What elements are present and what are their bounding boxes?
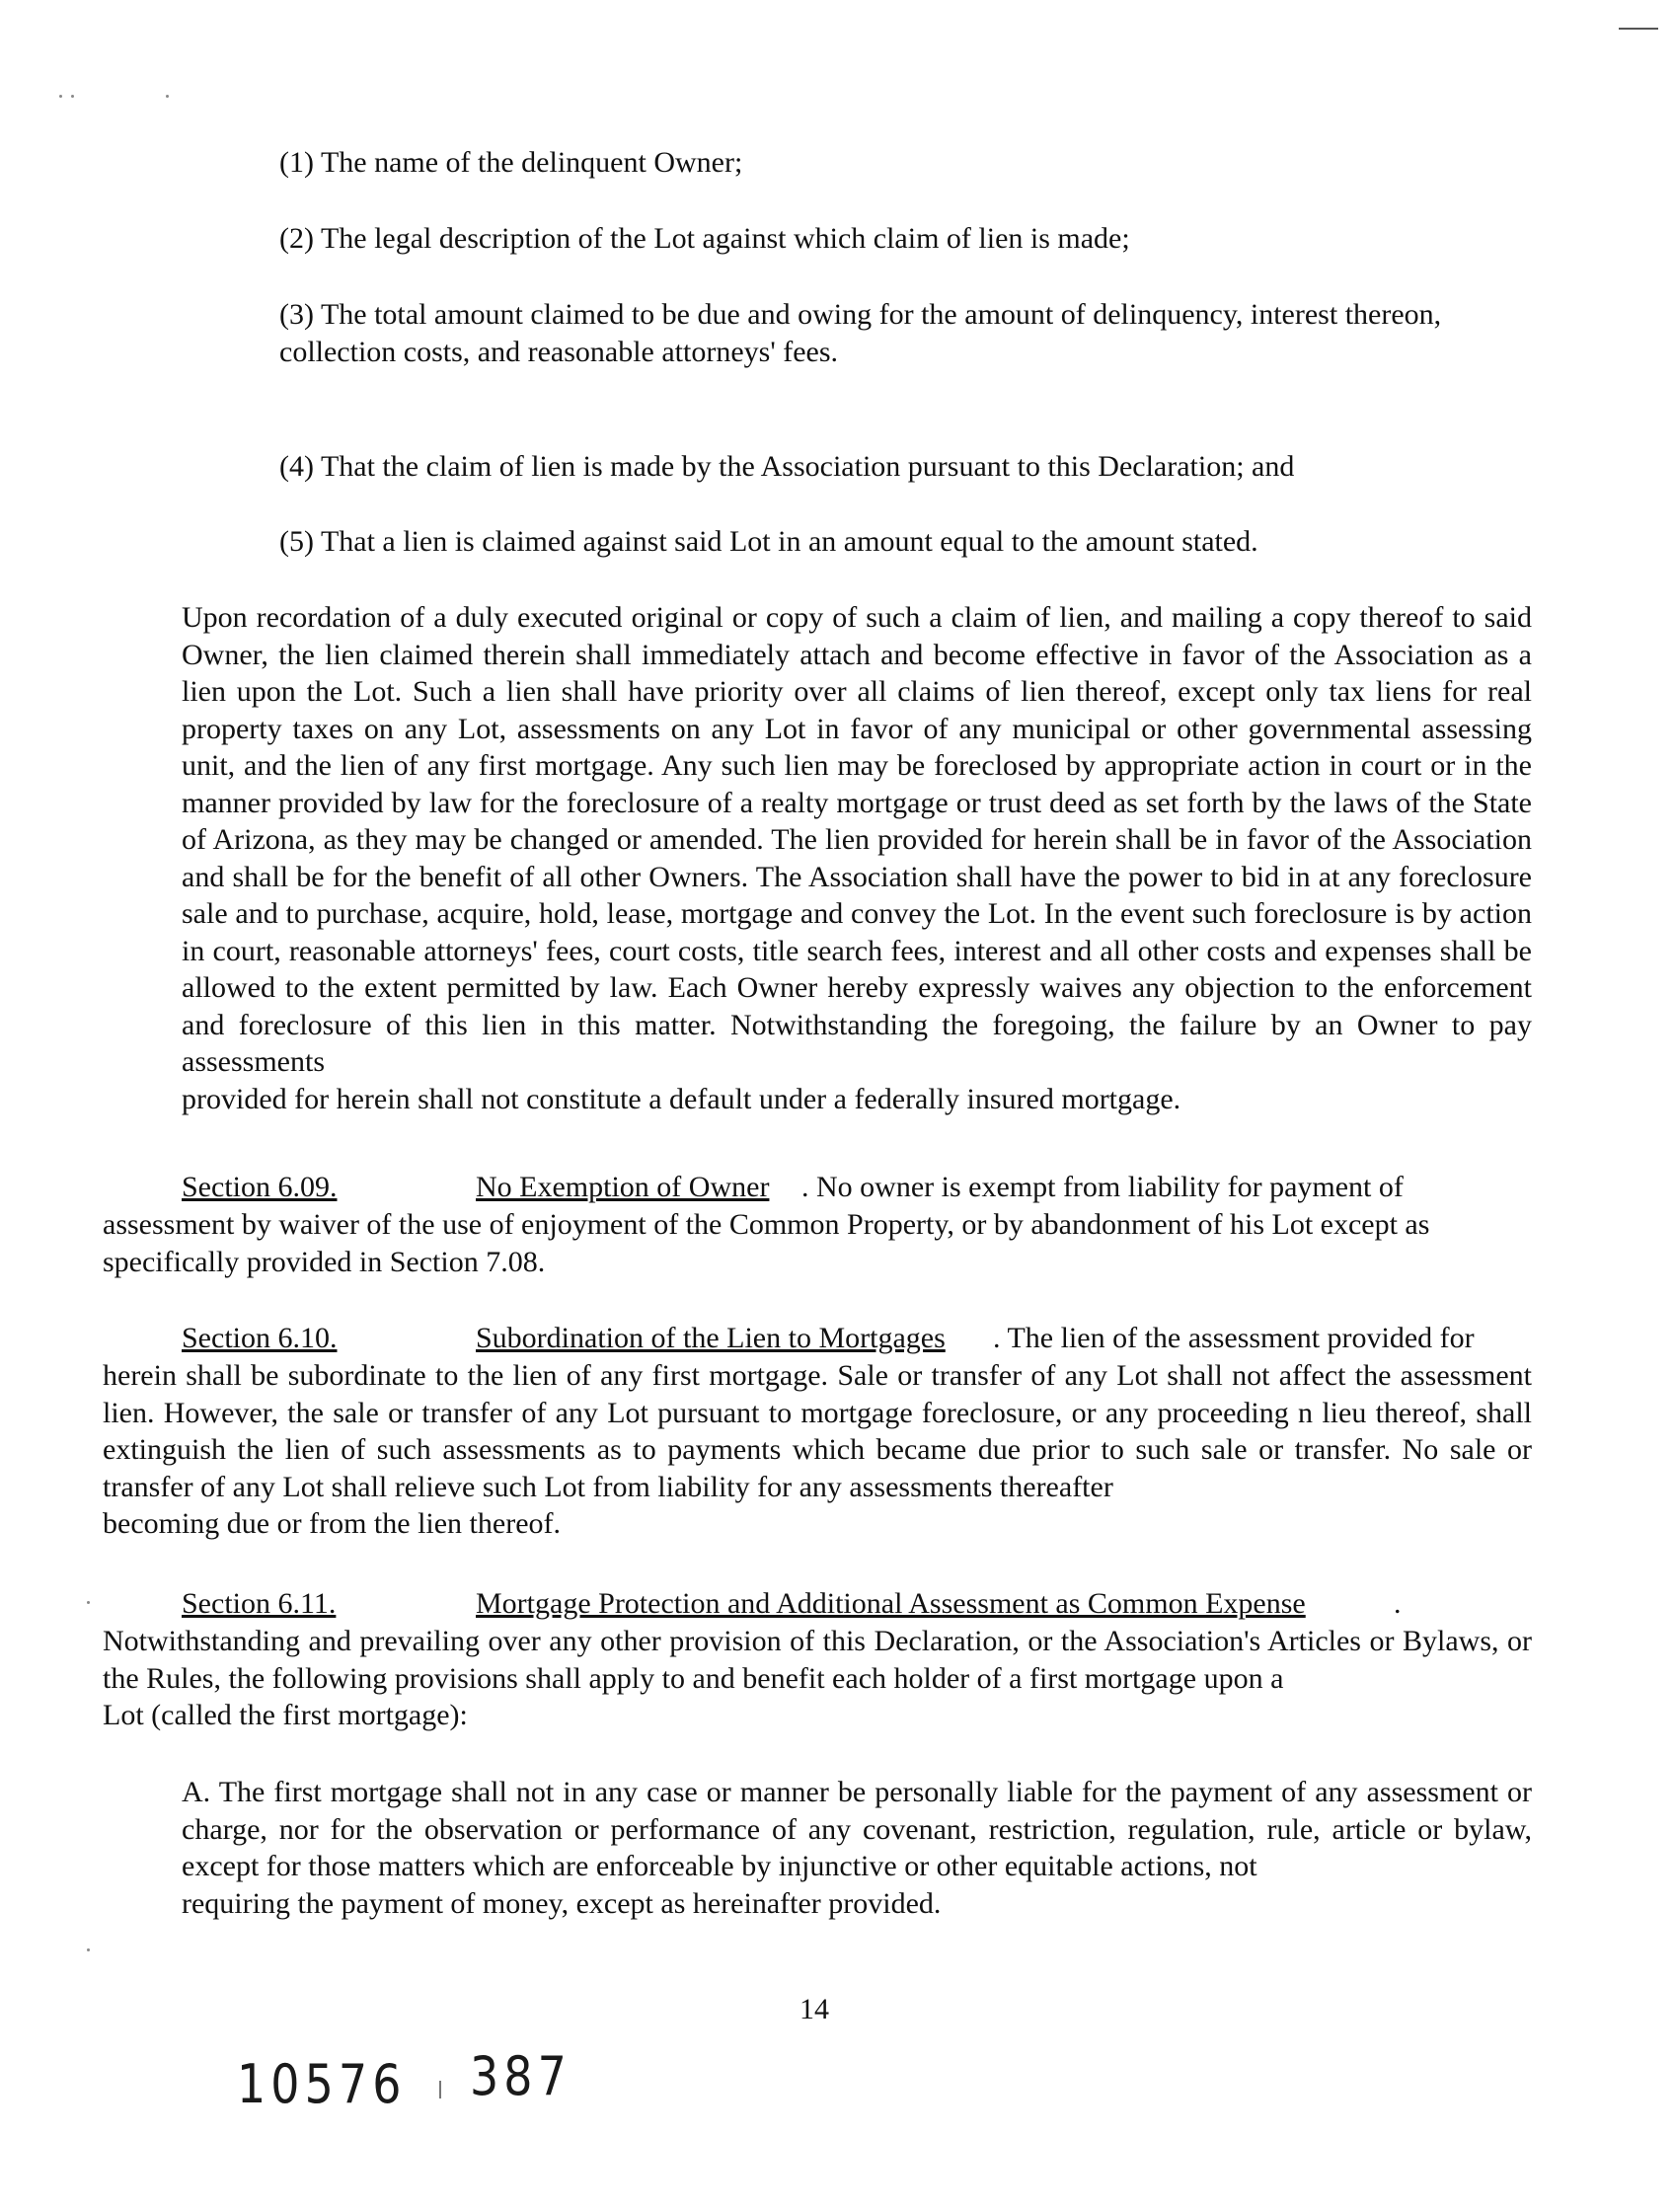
section-6-10-heading xyxy=(182,1320,1544,1357)
section-6-09-heading xyxy=(182,1169,1544,1206)
page-number: 14 xyxy=(799,1993,829,2025)
section-number: Section 6.11. xyxy=(182,1587,337,1620)
scan-speck xyxy=(71,95,74,98)
scan-speck xyxy=(59,95,62,98)
section-lead-text: . No owner is exempt from liability for payment of xyxy=(801,1171,1404,1203)
section-title: Subordination of the Lien to Mortgages xyxy=(476,1322,946,1354)
stamp-separator-mark xyxy=(439,2081,441,2098)
list-item-3: (3) The total amount claimed to be due and owing for the amount of delinquency, interest thereon, collection costs, and reasonable attorneys' fees. xyxy=(279,298,1442,368)
section-body-last-line: becoming due or from the lien thereof. xyxy=(103,1507,562,1540)
subsection-a-last-line: requiring the payment of money, except as hereinafter provided. xyxy=(182,1886,942,1920)
section-body-last-line: specifically provided in Section 7.08. xyxy=(103,1245,546,1278)
recordation-paragraph xyxy=(182,599,1532,1117)
section-number: Section 6.10. xyxy=(182,1322,338,1354)
subsection-a xyxy=(182,1774,1532,1922)
list-item-4: (4) That the claim of lien is made by the Association pursuant to this Declaration; and xyxy=(279,450,1295,483)
section-lead-text: . The lien of the assessment provided for xyxy=(993,1322,1475,1354)
scan-speck xyxy=(87,1601,90,1604)
section-6-11-heading xyxy=(182,1585,1544,1623)
section-lead-text: . xyxy=(1394,1587,1402,1620)
recording-page-stamp: 387 xyxy=(470,2045,571,2107)
section-6-09-body xyxy=(103,1206,1532,1280)
section-title: Mortgage Protection and Additional Assessment as Common Expense xyxy=(476,1587,1306,1620)
section-title: No Exemption of Owner xyxy=(476,1171,770,1203)
section-body-last-line: Lot (called the first mortgage): xyxy=(103,1699,468,1731)
scan-mark xyxy=(1619,28,1658,30)
section-6-11-body xyxy=(103,1623,1532,1734)
list-item-5: (5) That a lien is claimed against said Lot in an amount equal to the amount stated. xyxy=(279,525,1258,558)
section-body: herein shall be subordinate to the lien of any first mortgage. Sale or transfer of any Lot shall not affect the assessment lien. However, the sale or transfer of any Lot pursuant to mortgage foreclosure, or any proceeding n lieu thereof, shall extinguish the lien of such assessments as to payments which became due prior to such sale or transfer. No sale or transfer of any Lot shall relieve such Lot from liability for any assessments thereafter xyxy=(103,1359,1532,1503)
scan-speck xyxy=(166,95,169,98)
section-body: assessment by waiver of the use of enjoyment of the Common Property, or by abandonment of his Lot except as xyxy=(103,1208,1430,1241)
section-6-10-body xyxy=(103,1357,1532,1543)
recordation-paragraph-body: Upon recordation of a duly executed original or copy of such a claim of lien, and mailing a copy thereof to said Owner, the lien claimed therein shall immediately attach and become effective in favor of the Association as a lien upon the Lot. Such a lien shall have priority over all claims of lien thereof, except only tax liens for real property taxes on any Lot, assessments on any Lot in favor of any municipal or other governmental assessing unit, and the lien of any first mortgage. Any such lien may be foreclosed by appropriate action in court or in the manner provided by law for the foreclosure of a realty mortgage or trust deed as set forth by the laws of the State of Arizona, as they may be changed or amended. The lien provided for herein shall be in favor of the Association and shall be for the benefit of all other Owners. The Association shall have the power to bid in at any foreclosure sale and to purchase, acquire, hold, lease, mortgage and convey the Lot. In the event such foreclosure is by action in court, reasonable attorneys' fees, court costs, title search fees, interest and all other costs and expenses shall be allowed to the extent permitted by law. Each Owner hereby expressly waives any objection to the enforcement and foreclosure of this lien in this matter. Notwithstanding the foregoing, the failure by an Owner to pay assessments xyxy=(182,601,1532,1078)
section-body: Notwithstanding and prevailing over any other provision of this Declaration, or the Association's Articles or Bylaws, or the Rules, the following provisions shall apply to and benefit each holder of a first mortgage upon a xyxy=(103,1625,1532,1695)
list-item-2: (2) The legal description of the Lot against which claim of lien is made; xyxy=(279,222,1130,255)
scan-speck xyxy=(87,1948,90,1951)
subsection-a-body: A. The first mortgage shall not in any case or manner be personally liable for the payment of any assessment or charge, nor for the observation or performance of any covenant, restriction, regulation, rule, article or bylaw, except for those matters which are enforceable by injunctive or other equitable actions, not xyxy=(182,1776,1532,1882)
recording-book-stamp: 10576 xyxy=(237,2053,407,2115)
recordation-paragraph-last-line: provided for herein shall not constitute a default under a federally insured mortgage. xyxy=(182,1082,1181,1115)
list-item-1: (1) The name of the delinquent Owner; xyxy=(279,146,743,179)
section-number: Section 6.09. xyxy=(182,1171,338,1203)
